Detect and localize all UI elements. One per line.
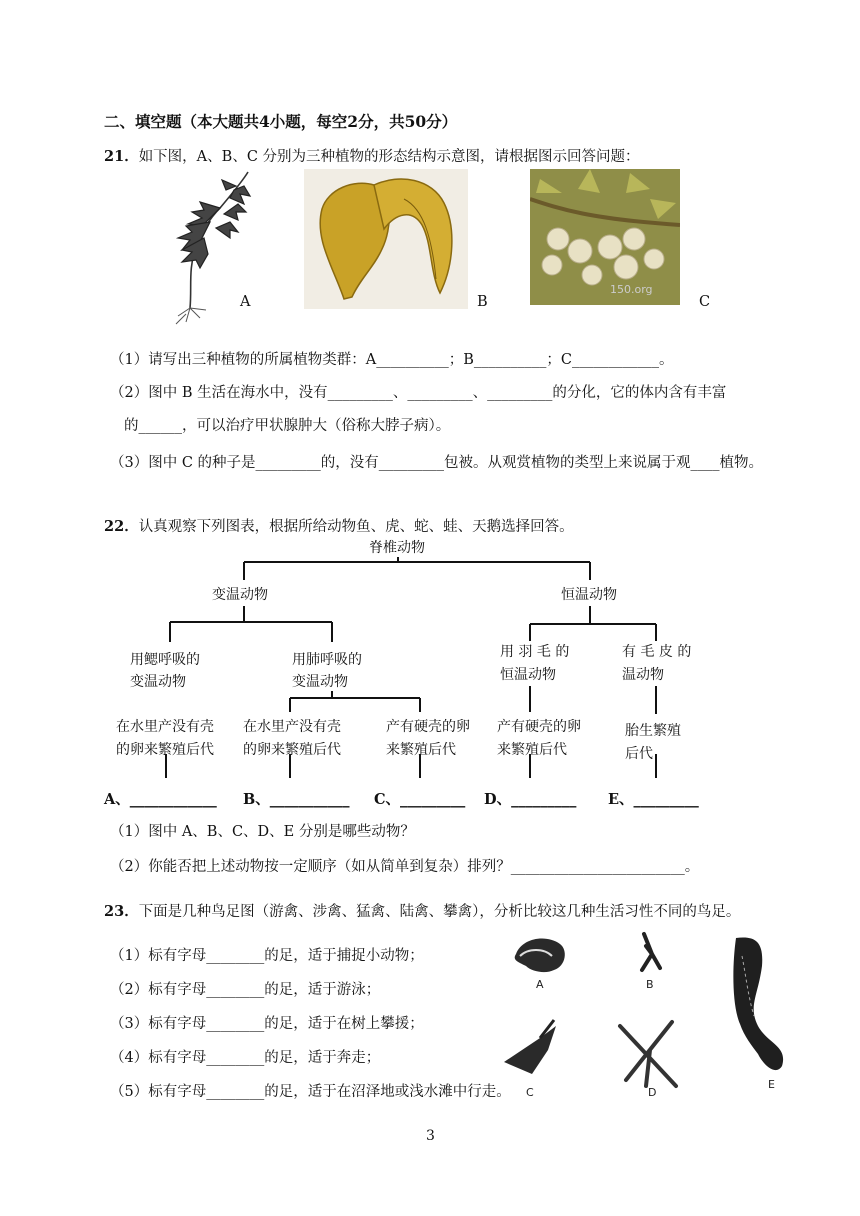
q22-stem-text: 认真观察下列图表，根据所给动物鱼、虎、蛇、蛙、天鹅选择回答。 <box>138 519 574 535</box>
q21-number: 21 <box>104 148 125 165</box>
tree-feather-line2: 恒温动物 <box>500 664 556 684</box>
tree-fur-line1: 有 毛 皮 的 <box>622 641 691 661</box>
fig-label-b: B <box>477 294 488 310</box>
q21-stem: 21．如下图，A、B、C 分别为三种植物的形态结构示意图，请根据图示回答问题： <box>104 148 640 165</box>
ginkgo-figure <box>530 169 680 305</box>
q22-stem: 22．认真观察下列图表，根据所给动物鱼、虎、蛇、蛙、天鹅选择回答。 <box>104 518 574 535</box>
q21-line-2: （2）图中 B 生活在海水中，没有_________、_________、_________的分化，它的体内含有丰富 <box>110 385 727 401</box>
answer-blank-e[interactable]: E、_________ <box>608 791 699 808</box>
page-number: 3 <box>426 1128 435 1144</box>
tree-leaf-b-line1: 在水里产没有壳 <box>243 719 341 735</box>
q23-stem-text: 下面是几种鸟足图（游禽、涉禽、猛禽、陆禽、攀禽），分析比较这几种生活习性不同的鸟足。 <box>138 904 741 920</box>
q23-item-4: （4）标有字母________的足，适于奔走； <box>110 1050 381 1066</box>
q23-item-1: （1）标有字母________的足，适于捕捉小动物； <box>110 948 424 964</box>
foot-label-c: C <box>526 1086 534 1099</box>
q21-line-4: （3）图中 C 的种子是_________的，没有_________包被。从观赏植物的类型上来说属于观____植物。 <box>110 455 764 471</box>
foot-label-d: D <box>648 1086 657 1099</box>
tree-leaf-a-line1: 在水里产没有壳 <box>116 719 214 735</box>
seaweed-figure <box>304 169 468 309</box>
tree-cold-blooded: 变温动物 <box>212 587 268 603</box>
answer-blank-a[interactable]: A、____________ <box>104 791 217 808</box>
q22-sub-2: （2）你能否把上述动物按一定顺序（如从简单到复杂）排列？________________________。 <box>110 859 700 875</box>
fern-figure <box>150 168 254 328</box>
tree-root: 脊椎动物 <box>369 537 425 557</box>
tree-leaf-c-line1: 产有硬壳的卵 <box>386 719 470 735</box>
q23-item-5: （5）标有字母________的足，适于在沼泽地或浅水滩中行走。 <box>110 1084 511 1100</box>
answer-blank-c[interactable]: C、_________ <box>374 791 466 808</box>
tree-fur-line2: 温动物 <box>622 664 664 684</box>
foot-label-e: E <box>768 1078 775 1091</box>
tree-feather-line1: 用 羽 毛 的 <box>500 641 569 661</box>
q21-line-1: （1）请写出三种植物的所属植物类群：A__________；B__________；C____________。 <box>110 352 674 368</box>
tree-leaf-e-line2: 后代 <box>625 746 653 762</box>
answer-blank-b[interactable]: B、___________ <box>243 791 350 808</box>
fig-label-c: C <box>699 294 711 310</box>
watermark: 150.org <box>610 283 653 296</box>
bird-feet-figure <box>496 926 796 1102</box>
q22-sub-1: （1）图中 A、B、C、D、E 分别是哪些动物？ <box>110 824 415 840</box>
section-title: 二、填空题（本大题共4小题，每空2分，共50分） <box>104 112 458 131</box>
tree-warm-blooded: 恒温动物 <box>561 587 617 603</box>
tree-leaf-e-line1: 胎生繁殖 <box>625 723 681 739</box>
tree-lung-line2: 变温动物 <box>292 671 348 691</box>
q23-item-2: （2）标有字母________的足，适于游泳； <box>110 982 381 998</box>
tree-leaf-a-line2: 的卵来繁殖后代 <box>116 742 214 758</box>
q21-line-3: 的______，可以治疗甲状腺肿大（俗称大脖子病）。 <box>124 418 451 434</box>
tree-leaf-b-line2: 的卵来繁殖后代 <box>243 742 341 758</box>
tree-gill-line1: 用鳃呼吸的 <box>130 649 200 669</box>
tree-gill-line2: 变温动物 <box>130 671 186 691</box>
q21-stem-text: 如下图，A、B、C 分别为三种植物的形态结构示意图，请根据图示回答问题： <box>138 149 640 165</box>
q23-item-3: （3）标有字母________的足，适于在树上攀援； <box>110 1016 424 1032</box>
q23-number: 23 <box>104 903 125 920</box>
tree-leaf-c-line2: 来繁殖后代 <box>386 742 456 758</box>
q22-number: 22 <box>104 518 125 535</box>
foot-label-a: A <box>536 978 544 991</box>
q23-stem: 23．下面是几种鸟足图（游禽、涉禽、猛禽、陆禽、攀禽），分析比较这几种生活习性不同的鸟足。 <box>104 903 741 920</box>
tree-leaf-d-line2: 来繁殖后代 <box>497 742 567 758</box>
fig-label-a: A <box>240 294 251 310</box>
tree-lung-line1: 用肺呼吸的 <box>292 649 362 669</box>
tree-leaf-d-line1: 产有硬壳的卵 <box>497 719 581 735</box>
answer-blank-d[interactable]: D、_________ <box>484 791 577 808</box>
foot-label-b: B <box>646 978 654 991</box>
